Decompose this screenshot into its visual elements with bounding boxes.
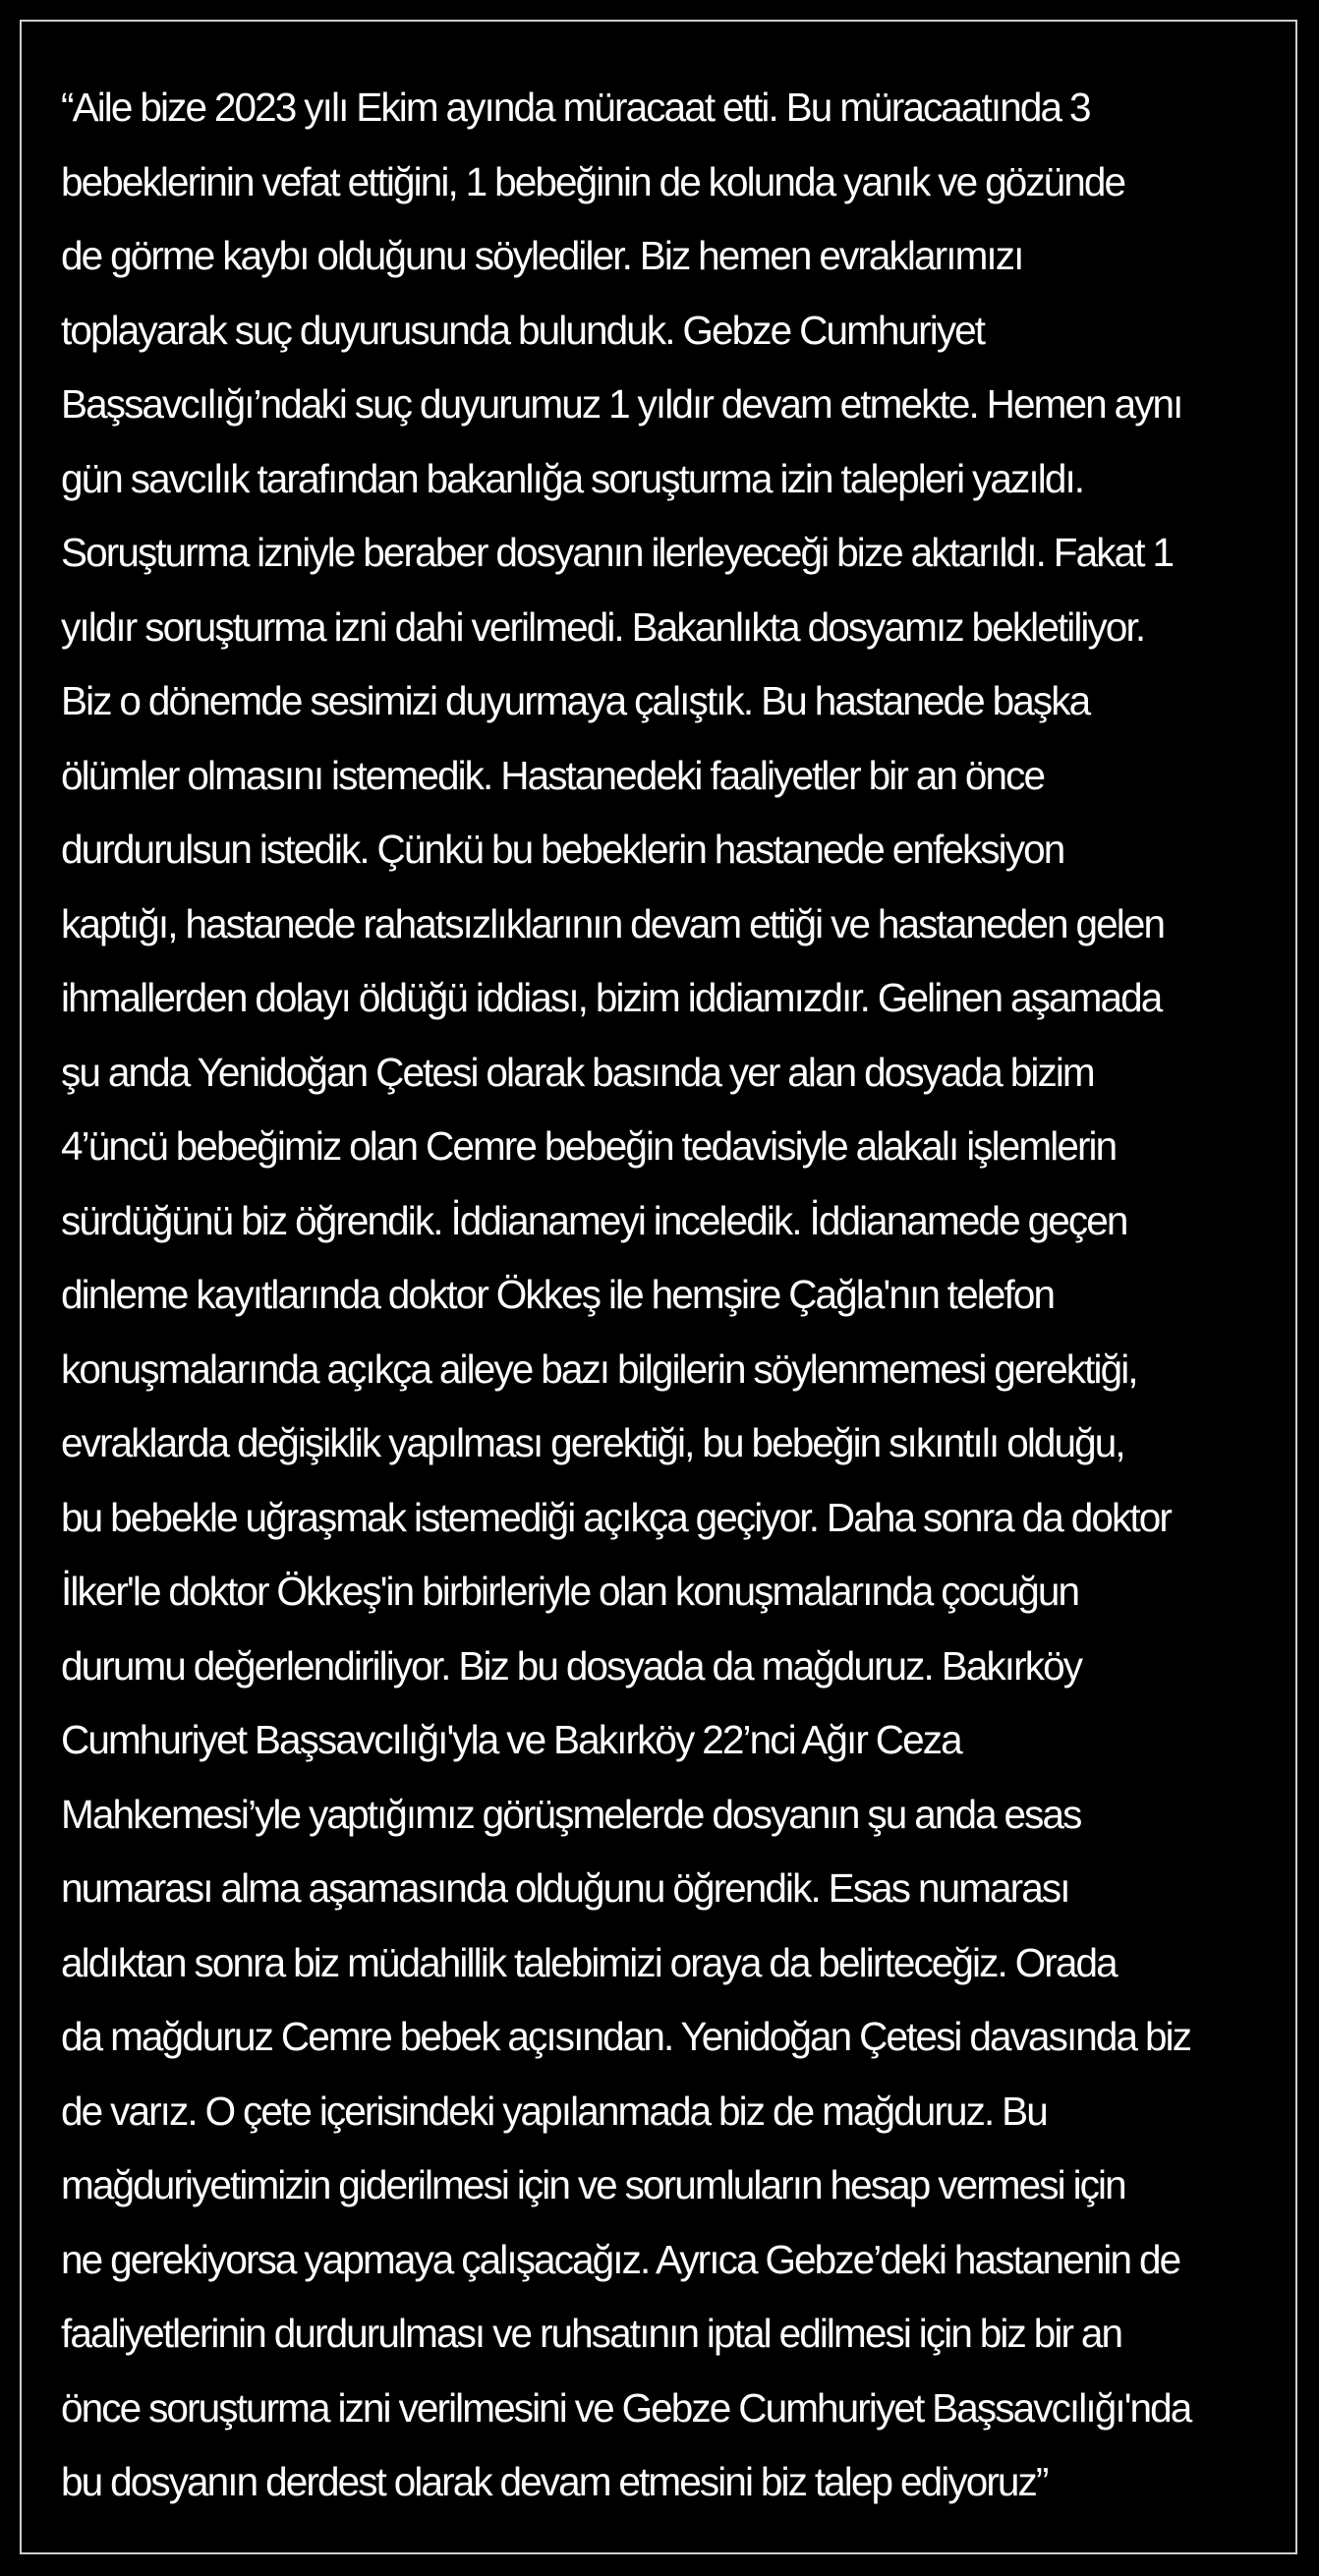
quote-line: bu bebekle uğraşmak istemediği açıkça geçiyor. Daha sonra da doktor [61,1494,1171,1540]
quote-line: dinleme kayıtlarında doktor Ökkeş ile hemşire Çağla'nın telefon [61,1272,1055,1317]
quote-line: “Aile bize 2023 yılı Ekim ayında müracaat etti. Bu müracaatında 3 [61,85,1090,130]
quote-line: ihmallerden dolayı öldüğü iddiası, bizim iddiamızdır. Gelinen aşamada [61,975,1162,1020]
quote-line: bebeklerinin vefat ettiğini, 1 bebeğinin de kolunda yanık ve gözünde [61,158,1125,204]
quote-line: önce soruşturma izni verilmesini ve Gebze Cumhuriyet Başsavcılığı'nda [61,2384,1191,2431]
quote-line: İlker'le doktor Ökkeş'in birbirleriyle olan konuşmalarında çocuğun [61,1569,1079,1614]
quote-line: evraklarda değişiklik yapılması gerektiği, bu bebeğin sıkıntılı olduğu, [61,1420,1124,1465]
quote-line: sürdüğünü biz öğrendik. İddianameyi inceledik. İddianamede geçen [61,1197,1127,1243]
quote-line: de görme kaybı olduğunu söylediler. Biz hemen evraklarımızı [61,233,1023,278]
quote-line: Başsavcılığı’ndaki suç duyurumuz 1 yıldır devam etmekte. Hemen aynı [61,381,1182,427]
quote-line: ölümler olmasını istemedik. Hastanedeki faaliyetler bir an önce [61,752,1045,798]
quote-line: faaliyetlerinin durdurulması ve ruhsatının iptal edilmesi için biz bir an [61,2311,1122,2356]
quote-line: bu dosyanın derdest olarak devam etmesini biz talep ediyoruz” [61,2459,1048,2504]
quote-line: konuşmalarında açıkça aileye bazı bilgilerin söylenmemesi gerektiği, [61,1345,1137,1392]
quote-line: aldıktan sonra biz müdahillik talebimizi oraya da belirteceğiz. Orada [61,1939,1117,1985]
quote-line: Cumhuriyet Başsavcılığı'yla ve Bakırköy 22’nci Ağır Ceza [61,1717,961,1762]
quote-line: yıldır soruşturma izni dahi verilmedi. Bakanlıkta dosyamız bekletiliyor. [61,603,1145,650]
quote-line: 4’üncü bebeğimiz olan Cemre bebeğin tedavisiyle alakalı işlemlerin [61,1123,1117,1169]
quote-line: gün savcılık tarafından bakanlığa soruşturma izin talepleri yazıldı. [61,455,1084,501]
quote-line: ne gerekiyorsa yapmaya çalışacağız. Ayrıca Gebze’deki hastanenin de [61,2236,1180,2282]
quote-line: kaptığı, hastanede rahatsızlıklarının devam ettiği ve hastaneden gelen [61,900,1165,946]
quote-line: numarası alma aşamasında olduğunu öğrendik. Esas numarası [61,1865,1069,1911]
quote-line: Mahkemesi’yle yaptığımız görüşmelerde dosyanın şu anda esas [61,1791,1081,1837]
quote-line: durumu değerlendiriliyor. Biz bu dosyada da mağduruz. Bakırköy [61,1642,1082,1689]
quote-line: de varız. O çete içerisindeki yapılanmada biz de mağduruz. Bu [61,2088,1047,2134]
quote-line: şu anda Yenidoğan Çetesi olarak basında yer alan dosyada bizim [61,1049,1094,1095]
quote-line: mağduriyetimizin giderilmesi için ve sorumluların hesap vermesi için [61,2162,1125,2207]
quote-line: da mağduruz Cemre bebek açısından. Yenidoğan Çetesi davasında biz [61,2014,1191,2059]
quote-line: Biz o dönemde sesimizi duyurmaya çalıştık. Bu hastanede başka [61,678,1090,723]
quote-line: toplayarak suç duyurusunda bulunduk. Gebze Cumhuriyet [61,307,985,353]
quote-line: Soruşturma izniyle beraber dosyanın ilerleyeceği bize aktarıldı. Fakat 1 [61,530,1174,575]
quote-line: durdurulsun istedik. Çünkü bu bebeklerin hastanede enfeksiyon [61,827,1064,872]
quote-text-block [61,71,1270,2520]
